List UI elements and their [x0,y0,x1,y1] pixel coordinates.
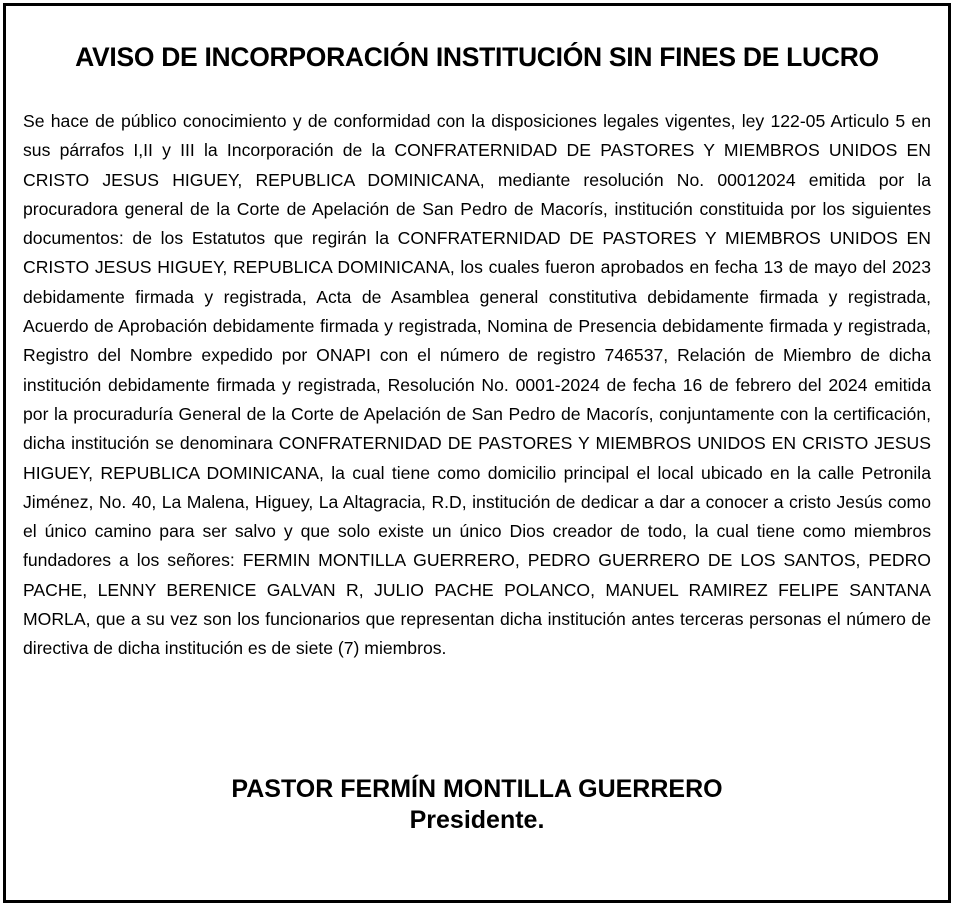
notice-title: AVISO DE INCORPORACIÓN INSTITUCIÓN SIN FINES DE LUCRO [75,42,879,72]
notice-body: Se hace de público conocimiento y de conformidad con la disposiciones legales vigentes, ley 122-05 Articulo 5 en sus párrafos I,II y III la Incorporación de la CONFRATERNIDAD DE PASTORES Y MIEMBROS UNIDOS EN CRISTO JESUS HIGUEY, REPUBLICA DOMINICANA, mediante resolución No. 00012024 emitida por la procuradora general de la Corte de Apelación de San Pedro de Macorís, institución constituida por los siguientes documentos: de los Estatutos que regirán la CONFRATERNIDAD DE PASTORES Y MIEMBROS UNIDOS EN CRISTO JESUS HIGUEY, REPUBLICA DOMINICANA, los cuales fueron aprobados en fecha 13 de mayo del 2023 debidamente firmada y registrada, Acta de Asamblea general constitutiva debidamente firmada y registrada, Acuerdo de Aprobación debidamente firmada y registrada, Nomina de Presencia debidamente firmada y registrada, Registro del Nombre expedido por ONAPI con el número de registro 746537, Relación de Miembro de dicha institución debidamente firmada y registrada, Resolución No. 0001-2024 de fecha 16 de febrero del 2024 emitida por la procuraduría General de la Corte de Apelación de San Pedro de Macorís, conjuntamente con la certificación, dicha institución se denominara CONFRATERNIDAD DE PASTORES Y MIEMBROS UNIDOS EN CRISTO JESUS HIGUEY, REPUBLICA DOMINICANA, la cual tiene como domicilio principal el local ubicado en la calle Petronila Jiménez, No. 40, La Malena, Higuey, La Altagracia, R.D, institución de dedicar a dar a conocer a cristo Jesús como el único camino para ser salvo y que solo existe un único Dios creador de todo, la cual tiene como miembros fundadores a los señores: FERMIN MONTILLA GUERRERO, PEDRO GUERRERO DE LOS SANTOS, PEDRO PACHE, LENNY BERENICE GALVAN R, JULIO PACHE POLANCO, MANUEL RAMIREZ FELIPE SANTANA MORLA, que a su vez son los funcionarios que representan dicha institución antes terceras personas el número de directiva de dicha institución es de siete (7) miembros. [23,111,931,659]
signature-role: Presidente. [409,806,545,834]
notice-frame [3,3,951,903]
signature-name: PASTOR FERMÍN MONTILLA GUERRERO [231,775,723,803]
